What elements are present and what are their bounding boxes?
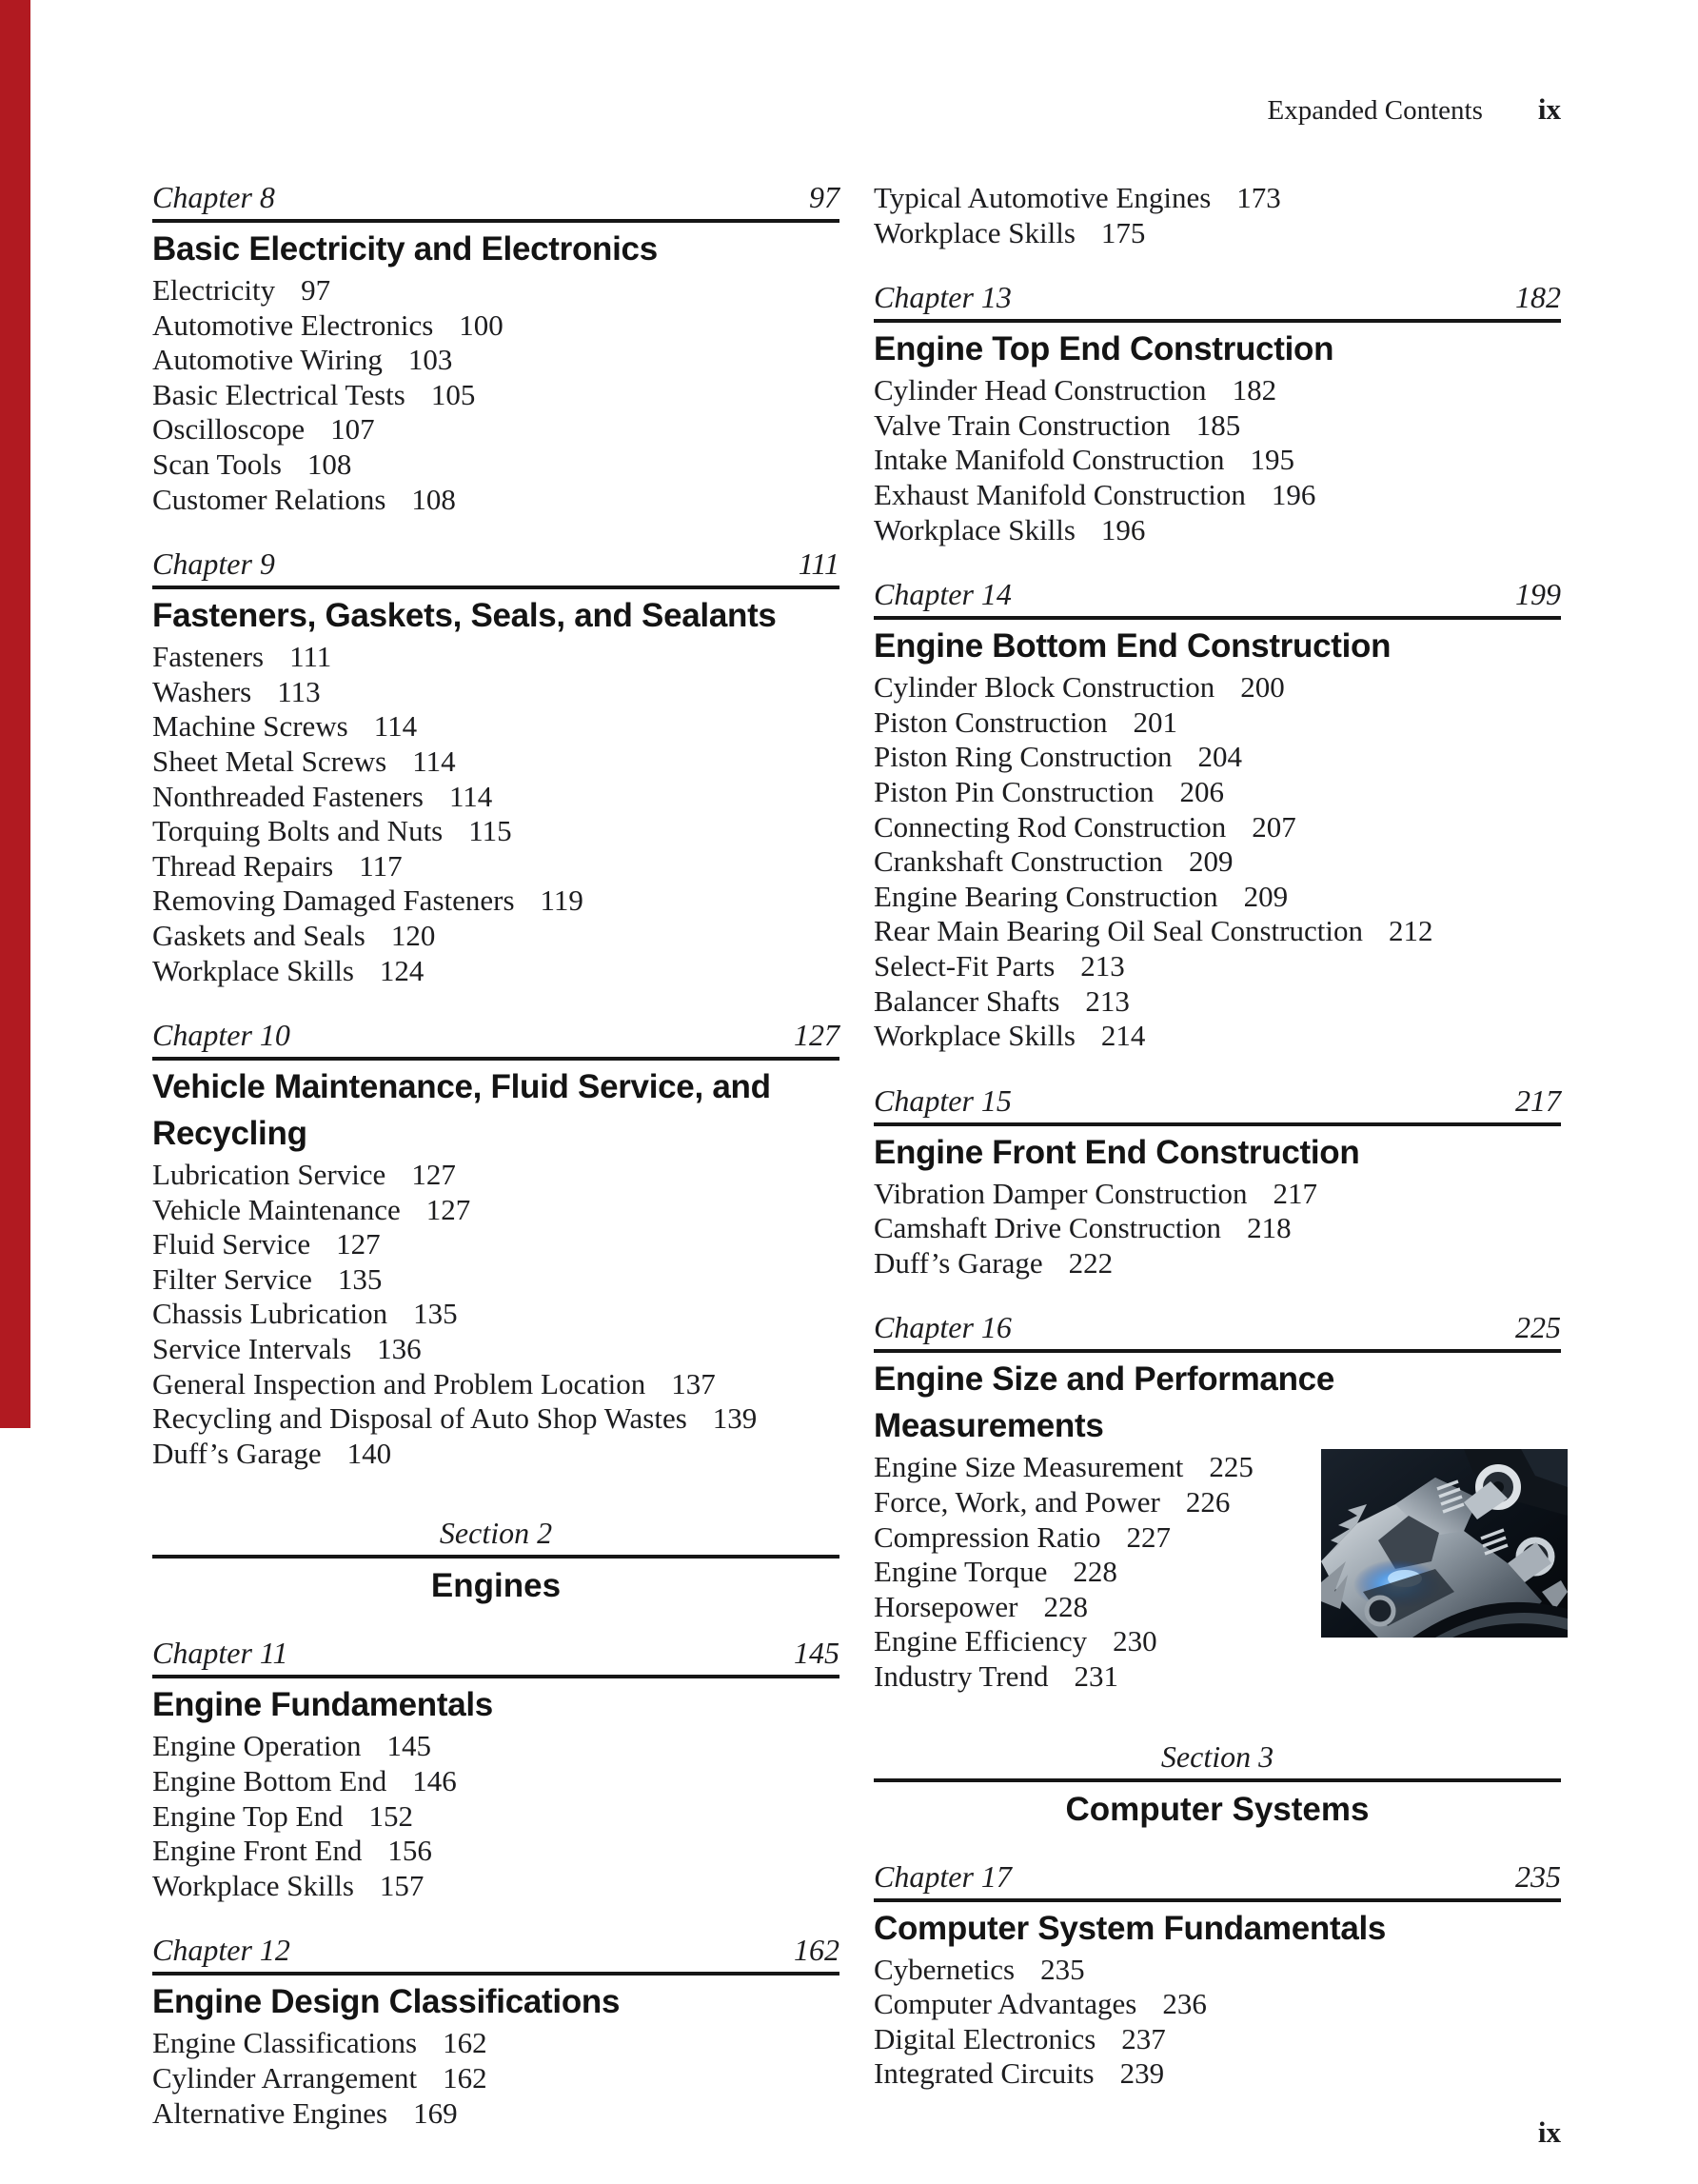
toc-entry-page: 185: [1195, 407, 1241, 442]
toc-entry: [874, 740, 1561, 775]
toc-entry: [874, 1246, 1561, 1281]
toc-entry-title: Select-Fit Parts: [874, 948, 1056, 983]
running-header-title: Expanded Contents: [1267, 95, 1483, 126]
section-divider: [152, 1517, 839, 1606]
toc-entry-page: 103: [407, 343, 453, 377]
toc-entry-page: 201: [1133, 705, 1177, 739]
chapter-header-line: [874, 1311, 1561, 1343]
toc-entry-page: 212: [1388, 914, 1433, 948]
toc-entry-page: 209: [1243, 879, 1289, 913]
chapter-rule: [874, 1898, 1561, 1902]
toc-entry: [152, 1262, 839, 1298]
toc-entry-title: Service Intervals: [152, 1332, 352, 1366]
chapter-block: [874, 578, 1561, 1054]
toc-entry: [874, 216, 1561, 251]
toc-entry-page: 209: [1188, 844, 1234, 879]
toc-entry: [152, 1193, 839, 1228]
chapter-rule: [152, 219, 839, 223]
chapter-title: Engine Front End Construction: [874, 1133, 1360, 1171]
toc-entry-page: 152: [368, 1798, 413, 1833]
toc-entry-page: 175: [1100, 215, 1146, 249]
toc-entry-page: 225: [1209, 1450, 1254, 1484]
toc-entry-title: Workplace Skills: [874, 512, 1076, 546]
toc-entry-title: Alternative Engines: [152, 2095, 388, 2130]
toc-entry-title: Computer Advantages: [874, 1987, 1137, 2021]
chapter-block: [152, 547, 839, 988]
chapter-entry-list: [874, 1953, 1561, 2092]
chapter-block: [874, 1860, 1561, 2092]
toc-entry-title: Duff’s Garage: [874, 1245, 1043, 1280]
chapter-header-line: [152, 181, 839, 213]
toc-entry: [874, 2022, 1561, 2057]
toc-entry-title: Recycling and Disposal of Auto Shop Wastes: [152, 1401, 687, 1436]
toc-entry-title: Cylinder Arrangement: [152, 2061, 418, 2095]
toc-entry-title: Cylinder Head Construction: [874, 373, 1207, 407]
toc-entry-title: Industry Trend: [874, 1659, 1049, 1694]
toc-entry-page: 213: [1085, 983, 1130, 1018]
toc-entry: [874, 2056, 1561, 2092]
toc-entry-title: General Inspection and Problem Location: [152, 1366, 646, 1400]
toc-entry: [152, 709, 839, 745]
chapter-entry-list: [152, 1158, 839, 1471]
toc-entry: [152, 919, 839, 954]
toc-entry-page: 207: [1252, 809, 1296, 844]
chapter-header-line: [152, 547, 839, 580]
toc-entry: [152, 640, 839, 675]
toc-entry-title: Removing Damaged Fasteners: [152, 884, 515, 918]
toc-entry-page: 204: [1197, 740, 1242, 774]
toc-entry: [874, 914, 1561, 949]
toc-entry-page: 195: [1250, 443, 1294, 477]
toc-entry: [152, 2096, 839, 2132]
chapter-start-page: 199: [1515, 577, 1561, 612]
chapter-start-page: 111: [798, 546, 839, 582]
toc-entry: [874, 1953, 1561, 1988]
chapter-label: Chapter 9: [152, 546, 275, 582]
toc-entry: [152, 1764, 839, 1799]
toc-entry-page: 105: [430, 377, 476, 411]
running-header: [874, 93, 1561, 127]
toc-entry: [874, 1659, 1561, 1695]
toc-entry-title: Workplace Skills: [152, 1868, 354, 1902]
chapter-rule: [874, 1122, 1561, 1126]
toc-entry: [874, 513, 1561, 548]
toc-entry-page: 114: [448, 779, 493, 813]
toc-entry-title: Torquing Bolts and Nuts: [152, 814, 444, 848]
chapter-title: Engine Size and Performance: [874, 1360, 1334, 1399]
toc-entry-page: 162: [443, 2061, 487, 2095]
toc-entry-title: Oscilloscope: [152, 412, 306, 447]
toc-entry: [152, 1834, 839, 1869]
toc-entry-title: Horsepower: [874, 1589, 1018, 1623]
toc-entry-page: 139: [712, 1401, 758, 1436]
toc-entry-title: Engine Front End: [152, 1834, 363, 1868]
page-edge-tab: [0, 0, 30, 1428]
toc-entry-page: 114: [373, 709, 418, 744]
toc-entry-page: 127: [336, 1227, 381, 1261]
toc-entry-page: 107: [330, 412, 375, 447]
toc-entry: [152, 1799, 839, 1835]
toc-entry: [152, 2061, 839, 2096]
chapter-block: [152, 1934, 839, 2131]
toc-entry-title: Basic Electrical Tests: [152, 377, 405, 411]
toc-entry-page: 217: [1273, 1176, 1317, 1210]
section-label: Section 2: [439, 1516, 553, 1551]
section-divider: [874, 1740, 1561, 1830]
chapter-header-line: [874, 1860, 1561, 1893]
toc-entry: [152, 343, 839, 378]
chapter-header-line: [152, 1637, 839, 1669]
toc-entry-title: Compression Ratio: [874, 1519, 1101, 1554]
toc-entry-page: 97: [301, 273, 331, 307]
toc-entry-title: Engine Size Measurement: [874, 1450, 1184, 1484]
toc-entry-page: 231: [1074, 1659, 1118, 1694]
section-rule: [874, 1778, 1561, 1782]
toc-entry: [152, 447, 839, 483]
toc-entry-title: Camshaft Drive Construction: [874, 1211, 1222, 1245]
toc-entry-page: 146: [412, 1764, 457, 1798]
chapter-block: [874, 1084, 1561, 1281]
toc-entry-title: Crankshaft Construction: [874, 844, 1163, 879]
chapter-rule: [874, 616, 1561, 620]
toc-entry-page: 182: [1232, 373, 1277, 407]
right-column: [874, 181, 1561, 2092]
entry-group: [874, 181, 1561, 250]
chapter-rule: [152, 586, 839, 589]
toc-entry-page: 108: [411, 482, 456, 516]
section-rule: [152, 1555, 839, 1559]
toc-entry-title: Rear Main Bearing Oil Seal Construction: [874, 914, 1363, 948]
toc-entry-title: Fluid Service: [152, 1227, 311, 1261]
toc-entry-page: 239: [1119, 2056, 1165, 2091]
toc-entry-page: 140: [346, 1436, 392, 1470]
toc-entry-page: 119: [540, 884, 583, 918]
toc-entry: [874, 408, 1561, 444]
toc-entry: [874, 670, 1561, 705]
chapter-title: Engine Bottom End Construction: [874, 627, 1392, 665]
toc-entry-page: 113: [277, 674, 321, 708]
toc-entry-title: Engine Torque: [874, 1555, 1048, 1589]
toc-entry: [152, 954, 839, 989]
toc-entry: [874, 478, 1561, 513]
toc-entry: [152, 675, 839, 710]
toc-entry-page: 227: [1126, 1519, 1172, 1554]
chapter-header-line: [152, 1934, 839, 1966]
chapter-rule: [874, 319, 1561, 323]
toc-entry: [152, 483, 839, 518]
toc-entry-page: 222: [1068, 1245, 1114, 1280]
toc-entry-page: 228: [1073, 1555, 1117, 1589]
toc-entry-page: 136: [377, 1332, 422, 1366]
chapter-title: Computer System Fundamentals: [874, 1909, 1387, 1947]
toc-entry: [152, 745, 839, 780]
chapter-label: Chapter 13: [874, 280, 1012, 315]
chapter-label: Chapter 10: [152, 1018, 290, 1053]
chapter-label: Chapter 15: [874, 1082, 1012, 1118]
chapter-start-page: 97: [809, 180, 839, 214]
section-label: Section 3: [1160, 1738, 1274, 1774]
toc-entry-page: 124: [379, 953, 424, 987]
toc-entry-page: 226: [1185, 1485, 1231, 1519]
toc-entry: [152, 1729, 839, 1764]
toc-entry-title: Automotive Electronics: [152, 308, 434, 342]
toc-entry-page: 108: [306, 447, 352, 481]
toc-entry-page: 137: [671, 1366, 716, 1400]
toc-entry-page: 169: [413, 2095, 458, 2130]
toc-entry-title: Sheet Metal Screws: [152, 744, 387, 778]
toc-entry-title: Cybernetics: [874, 1952, 1016, 1986]
toc-entry: [152, 1401, 839, 1437]
toc-entry-title: Piston Construction: [874, 705, 1108, 739]
toc-entry-page: 127: [411, 1158, 456, 1192]
toc-entry-title: Thread Repairs: [152, 848, 334, 883]
toc-entry-page: 120: [390, 918, 436, 952]
chapter-entry-list: [152, 2026, 839, 2131]
chapter-start-page: 217: [1515, 1082, 1561, 1118]
toc-entry-page: 135: [337, 1261, 383, 1296]
chapter-start-page: 162: [794, 1933, 839, 1968]
toc-entry-page: 145: [386, 1729, 432, 1763]
chapter-entry-list: [874, 1177, 1561, 1281]
toc-entry-title: Machine Screws: [152, 709, 348, 744]
toc-entry-page: 228: [1043, 1589, 1089, 1623]
chapter-block: [874, 281, 1561, 547]
section-title: Computer Systems: [1065, 1790, 1370, 1828]
toc-entry: [874, 1019, 1561, 1054]
toc-entry: [152, 412, 839, 447]
toc-entry-title: Nonthreaded Fasteners: [152, 779, 424, 813]
toc-entry-page: 237: [1121, 2021, 1166, 2055]
toc-entry-title: Workplace Skills: [152, 953, 354, 987]
toc-entry: [152, 1332, 839, 1367]
toc-entry: [874, 705, 1561, 741]
toc-entry-page: 127: [425, 1192, 471, 1226]
toc-entry-page: 200: [1240, 670, 1285, 705]
chapter-entry-list: [152, 1729, 839, 1903]
toc-entry-title: Vehicle Maintenance: [152, 1192, 401, 1226]
toc-entry-page: 114: [412, 744, 456, 778]
chapter-entry-list: [874, 670, 1561, 1054]
toc-entry: [152, 1869, 839, 1904]
chapter-label: Chapter 12: [152, 1933, 290, 1968]
toc-entry-title: Engine Bearing Construction: [874, 879, 1218, 913]
toc-entry-title: Cylinder Block Construction: [874, 670, 1215, 705]
toc-entry-title: Duff’s Garage: [152, 1436, 322, 1470]
toc-entry: [152, 378, 839, 413]
chapter-title: Recycling: [152, 1115, 307, 1153]
toc-entry-page: 196: [1100, 512, 1146, 546]
toc-entry: [874, 949, 1561, 984]
section-title: Engines: [430, 1567, 562, 1605]
toc-entry-title: Typical Automotive Engines: [874, 181, 1212, 214]
chapter-title: Fasteners, Gaskets, Seals, and Sealants: [152, 597, 777, 635]
chapter-title: Basic Electricity and Electronics: [152, 230, 658, 268]
toc-entry-title: Engine Operation: [152, 1729, 362, 1763]
toc-entry-title: Workplace Skills: [874, 1019, 1076, 1053]
toc-entry-title: Engine Classifications: [152, 2026, 418, 2060]
toc-entry: [874, 880, 1561, 915]
engine-cutaway-photo: [1321, 1449, 1568, 1638]
chapter-title: Engine Design Classifications: [152, 1983, 621, 2021]
toc-entry-page: 173: [1236, 181, 1281, 214]
toc-entry: [152, 308, 839, 344]
chapter-label: Chapter 14: [874, 577, 1012, 612]
toc-entry: [874, 810, 1561, 845]
toc-entry-page: 157: [379, 1868, 424, 1902]
chapter-title: Measurements: [874, 1407, 1104, 1445]
toc-entry-page: 235: [1040, 1952, 1085, 1986]
toc-entry-title: Engine Efficiency: [874, 1624, 1088, 1658]
toc-entry-title: Force, Work, and Power: [874, 1485, 1160, 1519]
toc-entry: [874, 443, 1561, 478]
toc-entry: [874, 984, 1561, 1020]
toc-entry-title: Automotive Wiring: [152, 343, 383, 377]
toc-entry: [874, 181, 1561, 216]
chapter-rule: [152, 1972, 839, 1976]
toc-entry-title: Customer Relations: [152, 482, 386, 516]
chapter-title: Engine Top End Construction: [874, 330, 1334, 368]
chapter-header-line: [874, 578, 1561, 610]
toc-entry-title: Integrated Circuits: [874, 2056, 1095, 2091]
chapter-entry-list: [152, 640, 839, 988]
toc-entry-title: Vibration Damper Construction: [874, 1176, 1248, 1210]
toc-entry-title: Gaskets and Seals: [152, 918, 365, 952]
toc-entry-title: Engine Top End: [152, 1798, 344, 1833]
chapter-label: Chapter 8: [152, 180, 275, 214]
toc-entry-title: Workplace Skills: [874, 215, 1076, 249]
toc-entry-title: Filter Service: [152, 1261, 312, 1296]
toc-entry-title: Fasteners: [152, 640, 265, 674]
toc-entry-title: Valve Train Construction: [874, 407, 1171, 442]
toc-entry-title: Electricity: [152, 273, 276, 307]
chapter-header-line: [874, 1084, 1561, 1117]
toc-entry-page: 230: [1113, 1624, 1157, 1658]
toc-entry-page: 206: [1179, 774, 1225, 808]
toc-entry: [152, 849, 839, 884]
chapter-entry-list: [874, 373, 1561, 547]
chapter-rule: [874, 1349, 1561, 1353]
left-column: [152, 181, 839, 2131]
toc-entry: [152, 884, 839, 919]
chapter-entry-list: [152, 273, 839, 517]
toc-entry-page: 236: [1162, 1987, 1207, 2021]
toc-entry: [874, 1177, 1561, 1212]
toc-entry: [874, 1211, 1561, 1246]
chapter-start-page: 235: [1515, 1858, 1561, 1894]
toc-entry-title: Piston Ring Construction: [874, 740, 1173, 774]
chapter-entry-list: [874, 181, 1561, 250]
toc-entry: [152, 273, 839, 308]
running-header-folio: ix: [1537, 92, 1561, 126]
toc-entry-title: Exhaust Manifold Construction: [874, 477, 1246, 511]
toc-entry-page: 117: [359, 848, 403, 883]
toc-entry: [152, 1367, 839, 1402]
toc-entry: [152, 1227, 839, 1262]
toc-entry-title: Piston Pin Construction: [874, 774, 1155, 808]
chapter-block: [152, 1637, 839, 1903]
toc-entry-page: 100: [459, 308, 503, 342]
chapter-label: Chapter 17: [874, 1858, 1012, 1894]
toc-entry: [874, 844, 1561, 880]
toc-entry: [152, 814, 839, 849]
chapter-label: Chapter 16: [874, 1310, 1012, 1345]
toc-entry: [152, 2026, 839, 2061]
chapter-header-line: [152, 1019, 839, 1051]
chapter-start-page: 182: [1515, 280, 1561, 315]
toc-entry-title: Washers: [152, 674, 252, 708]
toc-entry-title: Intake Manifold Construction: [874, 443, 1225, 477]
toc-entry-page: 111: [289, 640, 332, 674]
toc-entry: [152, 1297, 839, 1332]
toc-entry: [152, 780, 839, 815]
toc-entry-title: Scan Tools: [152, 447, 282, 481]
toc-entry-title: Lubrication Service: [152, 1158, 386, 1192]
toc-entry-page: 213: [1080, 948, 1125, 983]
chapter-rule: [152, 1675, 839, 1678]
toc-entry-title: Digital Electronics: [874, 2021, 1096, 2055]
toc-entry-title: Balancer Shafts: [874, 983, 1060, 1018]
toc-entry-page: 162: [443, 2026, 487, 2060]
toc-entry: [152, 1437, 839, 1472]
toc-entry-page: 218: [1247, 1211, 1292, 1245]
toc-entry: [152, 1158, 839, 1193]
chapter-rule: [152, 1057, 839, 1061]
toc-entry: [874, 1987, 1561, 2022]
toc-entry: [874, 373, 1561, 408]
chapter-start-page: 225: [1515, 1310, 1561, 1345]
chapter-title: Engine Fundamentals: [152, 1686, 493, 1724]
chapter-start-page: 127: [794, 1018, 839, 1053]
toc-entry: [874, 775, 1561, 810]
chapter-label: Chapter 11: [152, 1636, 288, 1671]
toc-entry-page: 135: [413, 1297, 458, 1331]
toc-entry-title: Engine Bottom End: [152, 1764, 387, 1798]
chapter-header-line: [874, 281, 1561, 313]
page-folio: ix: [1537, 2115, 1561, 2149]
chapter-start-page: 145: [794, 1636, 839, 1671]
toc-entry-title: Connecting Rod Construction: [874, 809, 1227, 844]
toc-entry-page: 115: [468, 814, 512, 848]
chapter-title: Vehicle Maintenance, Fluid Service, and: [152, 1068, 771, 1106]
chapter-block: [152, 181, 839, 517]
toc-entry-page: 156: [387, 1834, 432, 1868]
chapter-block: [152, 1019, 839, 1471]
toc-entry-page: 214: [1100, 1019, 1146, 1053]
toc-entry-page: 196: [1271, 477, 1316, 511]
toc-entry-title: Chassis Lubrication: [152, 1297, 388, 1331]
